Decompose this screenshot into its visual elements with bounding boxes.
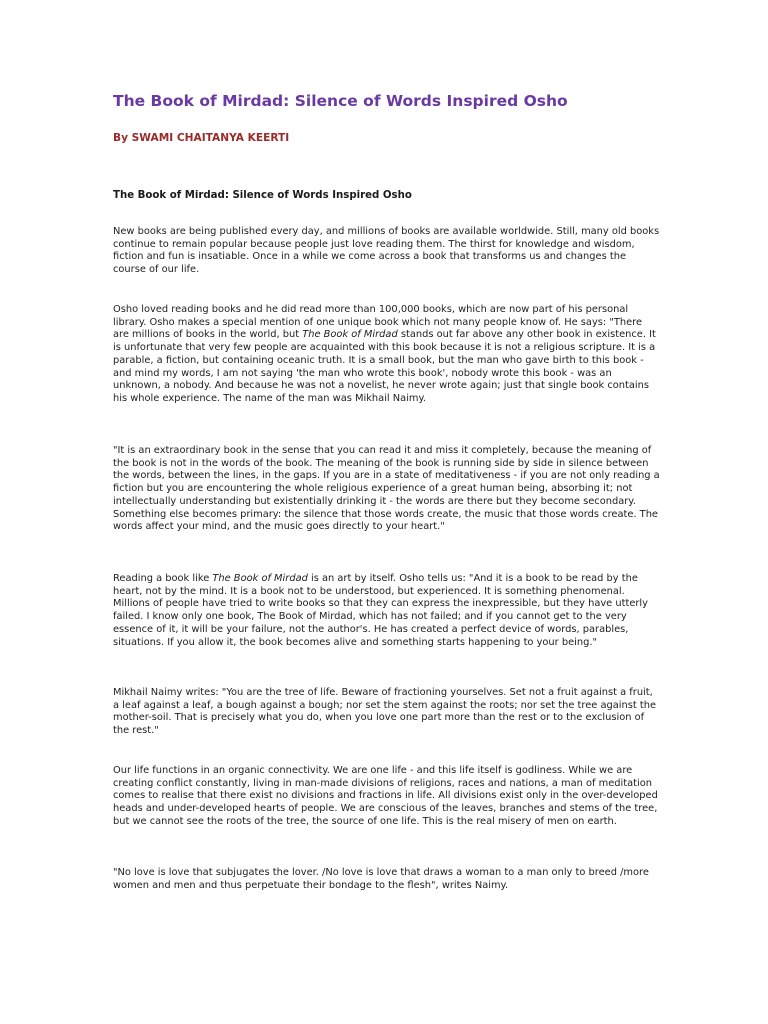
- article-title: The Book of Mirdad: Silence of Words Inspired Osho: [113, 92, 568, 110]
- author-byline: By SWAMI CHAITANYA KEERTI: [113, 132, 290, 144]
- paragraph-text: Reading a book like: [113, 573, 213, 584]
- book-title-italic: The Book of Mirdad: [212, 573, 308, 584]
- paragraph-no-love: "No love is love that subjugates the lover. /No love is love that draws a woman to a man only to breed /more women and men and thus perpetuate their bondage to the flesh", writes Naimy.: [113, 867, 649, 891]
- paragraph-extraordinary-book: "It is an extraordinary book in the sense that you can read it and miss it completely, because the meaning of the book is not in the words of the book. The meaning of the book is running side by side in silence between the words, between the lines, in the gaps. If you are in a state of meditativeness - if you are not only reading a fiction but you are encountering the whole religious experience of a great human being, absorbing it; not intellectually understanding but existentially drinking it - the words are there but they become secondary. Something else becomes primary: the silence that those words create, the music that those words create. The words affect your mind, and the music goes directly to your heart.": [113, 445, 660, 533]
- book-title-italic: The Book of Mirdad: [302, 329, 398, 341]
- paragraph-osho-library: [113, 304, 661, 406]
- article-subheading: The Book of Mirdad: Silence of Words Inspired Osho: [113, 190, 412, 201]
- paragraph-tree-of-life: Mikhail Naimy writes: "You are the tree of life. Beware of fractioning yourselves. Set not a fruit against a fruit, a leaf against a leaf, a bough against a bough; nor set the stem against the roots; nor set the tree against the mother-soil. That is precisely what you do, when you love one part more than the rest or to the exclusion of the rest.": [113, 687, 657, 737]
- paragraph-organic-connectivity: Our life functions in an organic connectivity. We are one life - and this life itself is godliness. While we are creating conflict constantly, living in man-made divisions of religions, races and nations, a man of meditation comes to realise that there exist no divisions and fractions in life. All divisions exist only in the over-developed heads and under-developed hearts of people. We are conscious of the leaves, branches and stems of the tree, but we cannot see the roots of the tree, the source of one life. This is the real misery of men on earth.: [113, 765, 658, 827]
- paragraph-text: is an art by itself. Osho tells us: "And it is a book to be read by the heart, not by the mind. It is a book not to be understood, but experienced. It is something phenomenal. Millions of people have tried to write books so that they can express the inexpressible, but they have utterly failed. I know only one book, The Book of Mirdad, which has not failed; and if you cannot get to the very essence of it, it will be your failure, not the author's. He has created a perfect device of words, parables, situations. If you allow it, the book becomes alive and something starts happening to your being.": [113, 573, 648, 648]
- paragraph-text: stands out far above any other book in existence. It is unfortunate that very few people are acquainted with this book because it is not a religious scripture. It is a parable, a fiction, but containing oceanic truth. It is a small book, but the man who gave birth to this book - and mind my words, I am not saying 'the man who wrote this book', nobody wrote this book - was an unknown, a nobody. And because he was not a novelist, he never wrote again; just that single book contains his whole experience. The name of the man was Mikhail Naimy.: [113, 329, 656, 404]
- paragraph-reading-art: [113, 573, 661, 649]
- paragraph-intro: New books are being published every day, and millions of books are available worldwide. Still, many old books continue to remain popular because people just love reading them. The thirst for knowledge and wisdom, fiction and fun is insatiable. Once in a while we come across a book that transforms us and changes the course of our life.: [113, 226, 660, 276]
- paragraph-text: Osho loved reading books and he did read more than 100,000 books, which are now part of his personal library. Osho makes a special mention of one unique book which not many people know of. He says: "There are millions of books in the world, but: [113, 304, 643, 341]
